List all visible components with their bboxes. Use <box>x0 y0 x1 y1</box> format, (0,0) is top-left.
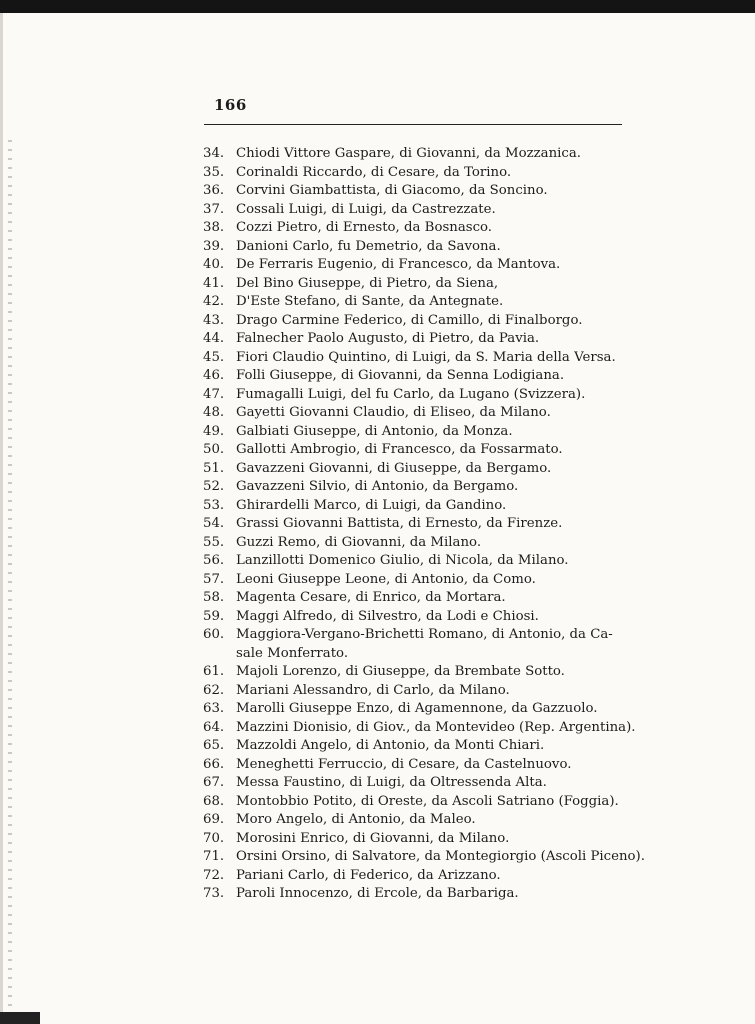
entry-text: Moro Angelo, di Antonio, da Maleo. <box>236 812 476 827</box>
entry-text: Majoli Lorenzo, di Giuseppe, da Brembate Sotto. <box>236 664 565 679</box>
entry-number: 67. <box>203 775 225 790</box>
entry-number: 61. <box>203 664 225 679</box>
entry-number: 58. <box>203 590 225 605</box>
entry-number: 71. <box>203 849 225 864</box>
list-item <box>0 571 636 590</box>
list-item <box>0 404 636 423</box>
list-item <box>0 756 636 775</box>
entry-number: 55. <box>203 534 225 550</box>
entry-text: Leoni Giuseppe Leone, di Antonio, da Como. <box>236 571 536 587</box>
list-item <box>0 441 636 460</box>
scan-bottom-corner <box>0 1012 40 1024</box>
list-item <box>0 534 636 553</box>
entry-number: 36. <box>203 183 225 198</box>
list-item <box>0 811 636 830</box>
entry-text: Gayetti Giovanni Claudio, di Eliseo, da Milano. <box>236 405 551 420</box>
list-item <box>0 497 636 516</box>
list-item <box>0 700 636 719</box>
entry-number: 60. <box>203 627 225 642</box>
entry-text: Cossali Luigi, di Luigi, da Castrezzate. <box>236 201 496 217</box>
list-item <box>0 867 636 886</box>
entry-number: 40. <box>203 257 225 272</box>
entry-number: 47. <box>203 386 225 402</box>
list-item <box>0 719 636 738</box>
entry-text: Grassi Giovanni Battista, di Ernesto, da Firenze. <box>236 516 563 531</box>
entry-number: 73. <box>203 886 225 901</box>
entry-text: Chiodi Vittore Gaspare, di Giovanni, da Mozzanica. <box>236 146 582 161</box>
list-item <box>0 885 636 904</box>
entry-text: Drago Carmine Federico, di Camillo, di Finalborgo. <box>236 312 583 328</box>
entry-text: D'Este Stefano, di Sante, da Antegnate. <box>236 294 504 309</box>
entry-text: De Ferraris Eugenio, di Francesco, da Mantova. <box>236 257 561 272</box>
entry-text: Montobbio Potito, di Oreste, da Ascoli Satriano (Foggia). <box>236 793 619 809</box>
list-item <box>0 367 636 386</box>
entry-text: Maggiora-Vergano-Brichetti Romano, di Antonio, da Ca- <box>236 627 613 642</box>
list-item <box>0 349 636 368</box>
entry-text: Pariani Carlo, di Federico, da Arizzano. <box>236 867 501 883</box>
list-item <box>0 182 636 201</box>
entry-number: 46. <box>203 368 225 383</box>
header-rule <box>204 124 622 125</box>
entry-number: 62. <box>203 682 225 698</box>
entry-text: Magenta Cesare, di Enrico, da Mortara. <box>236 590 506 605</box>
entry-text: Corvini Giambattista, di Giacomo, da Soncino. <box>236 183 548 198</box>
scan-top-border <box>0 0 755 13</box>
entry-number: 65. <box>203 738 225 753</box>
list-item <box>0 219 636 238</box>
entry-text: Galbiati Giuseppe, di Antonio, da Monza. <box>236 423 513 439</box>
entry-text: Fumagalli Luigi, del fu Carlo, da Lugano (Svizzera). <box>236 386 586 402</box>
entry-number: 54. <box>203 516 225 531</box>
entry-number: 72. <box>203 867 225 883</box>
entry-text: Danioni Carlo, fu Demetrio, da Savona. <box>236 238 501 254</box>
list-item <box>0 793 636 812</box>
entry-number: 57. <box>203 571 225 587</box>
list-item <box>0 848 645 867</box>
list-item <box>0 201 636 220</box>
entry-number: 63. <box>203 701 225 716</box>
list-item <box>0 774 636 793</box>
entry-text-continuation: sale Monferrato. <box>236 645 349 661</box>
entry-text: Messa Faustino, di Luigi, da Oltressenda Alta. <box>236 775 547 790</box>
page-number: 166 <box>214 96 247 114</box>
entry-text: Fiori Claudio Quintino, di Luigi, da S. Maria della Versa. <box>236 349 616 365</box>
entry-number: 66. <box>203 756 225 772</box>
entry-number: 50. <box>203 442 225 457</box>
entry-text: Falnecher Paolo Augusto, di Pietro, da Pavia. <box>236 331 540 346</box>
entry-number: 48. <box>203 405 225 420</box>
entry-text: Corinaldi Riccardo, di Cesare, da Torino. <box>236 164 512 180</box>
entry-text: Morosini Enrico, di Giovanni, da Milano. <box>236 830 510 846</box>
entry-text: Lanzillotti Domenico Giulio, di Nicola, da Milano. <box>236 553 569 568</box>
entry-number: 53. <box>203 497 225 513</box>
entry-number: 34. <box>203 146 225 161</box>
entry-number: 52. <box>203 479 225 494</box>
entry-text: Mazzoldi Angelo, di Antonio, da Monti Chiari. <box>236 738 545 753</box>
list-item <box>0 737 636 756</box>
list-item <box>0 238 636 257</box>
list-item <box>0 312 636 331</box>
entry-number: 64. <box>203 719 225 735</box>
list-item <box>0 330 636 349</box>
entry-number: 56. <box>203 553 225 568</box>
entry-text: Guzzi Remo, di Giovanni, da Milano. <box>236 534 482 550</box>
entry-list <box>0 145 755 904</box>
entry-text: Meneghetti Ferruccio, di Cesare, da Castelnuovo. <box>236 756 572 772</box>
list-item <box>0 145 636 164</box>
entry-text: Folli Giuseppe, di Giovanni, da Senna Lodigiana. <box>236 368 565 383</box>
entry-number: 59. <box>203 608 225 624</box>
entry-number: 35. <box>203 164 225 180</box>
entry-number: 44. <box>203 331 225 346</box>
entry-number: 51. <box>203 460 225 476</box>
entry-number: 37. <box>203 201 225 217</box>
entry-text: Mariani Alessandro, di Carlo, da Milano. <box>236 682 510 698</box>
entry-number: 38. <box>203 220 225 235</box>
entry-text: Marolli Giuseppe Enzo, di Agamennone, da Gazzuolo. <box>236 701 598 716</box>
entry-text: Cozzi Pietro, di Ernesto, da Bosnasco. <box>236 220 493 235</box>
entry-number: 43. <box>203 312 225 328</box>
list-item <box>0 830 636 849</box>
list-item <box>0 293 636 312</box>
list-item <box>0 423 636 442</box>
entry-text: Maggi Alfredo, di Silvestro, da Lodi e Chiosi. <box>236 608 539 624</box>
list-item <box>0 386 636 405</box>
entry-number: 42. <box>203 294 225 309</box>
entry-text: Paroli Innocenzo, di Ercole, da Barbariga. <box>236 886 519 901</box>
list-item <box>0 164 636 183</box>
entry-text: Del Bino Giuseppe, di Pietro, da Siena, <box>236 275 499 291</box>
list-item <box>0 552 636 571</box>
entry-number: 68. <box>203 793 225 809</box>
entry-text: Ghirardelli Marco, di Luigi, da Gandino. <box>236 497 507 513</box>
entry-text: Gallotti Ambrogio, di Francesco, da Fossarmato. <box>236 442 563 457</box>
list-item <box>0 626 636 663</box>
entry-text: Gavazzeni Giovanni, di Giuseppe, da Bergamo. <box>236 460 552 476</box>
list-item <box>0 256 636 275</box>
list-item <box>0 275 636 294</box>
entry-text: Orsini Orsino, di Salvatore, da Montegiorgio (Ascoli Piceno). <box>236 849 645 864</box>
entry-text: Gavazzeni Silvio, di Antonio, da Bergamo. <box>236 479 519 494</box>
entry-number: 69. <box>203 812 225 827</box>
entry-number: 45. <box>203 349 225 365</box>
list-item <box>0 460 636 479</box>
entry-number: 41. <box>203 275 225 291</box>
list-item <box>0 608 636 627</box>
list-item <box>0 515 636 534</box>
entry-number: 39. <box>203 238 225 254</box>
list-item <box>0 478 636 497</box>
list-item <box>0 682 636 701</box>
list-item <box>0 663 636 682</box>
list-item <box>0 589 636 608</box>
entry-number: 70. <box>203 830 225 846</box>
entry-number: 49. <box>203 423 225 439</box>
entry-text: Mazzini Dionisio, di Giov., da Montevideo (Rep. Argentina). <box>236 719 636 735</box>
